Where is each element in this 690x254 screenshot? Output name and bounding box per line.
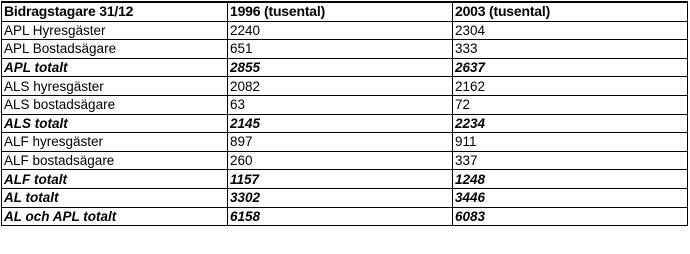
row-label-cell: ALS totalt — [2, 114, 228, 133]
value-2003-cell: 2304 — [453, 21, 688, 40]
value-2003-cell: 2637 — [453, 58, 688, 77]
value-1996-cell: 63 — [228, 95, 453, 114]
value-2003-cell: 2162 — [453, 77, 688, 96]
value-2003-cell: 337 — [453, 151, 688, 170]
column-header-recipients: Bidragstagare 31/12 — [2, 2, 228, 21]
value-1996-cell: 651 — [228, 40, 453, 59]
value-1996-cell: 1157 — [228, 170, 453, 189]
row-label-cell: ALF hyresgäster — [2, 133, 228, 152]
value-1996-cell: 2082 — [228, 77, 453, 96]
value-2003-cell: 333 — [453, 40, 688, 59]
table-row — [2, 133, 688, 152]
value-2003-cell: 72 — [453, 95, 688, 114]
row-label-cell: ALS hyresgäster — [2, 77, 228, 96]
value-1996-cell: 2855 — [228, 58, 453, 77]
benefit-recipients-table — [1, 1, 688, 226]
table-row-total — [2, 188, 688, 207]
column-header-2003: 2003 (tusental) — [453, 2, 688, 21]
value-2003-cell: 1248 — [453, 170, 688, 189]
row-label-cell: ALF bostadsägare — [2, 151, 228, 170]
table-row — [2, 95, 688, 114]
row-label-cell: AL och APL totalt — [2, 207, 228, 226]
row-label-cell: APL Hyresgäster — [2, 21, 228, 40]
value-1996-cell: 2240 — [228, 21, 453, 40]
table-row-total — [2, 58, 688, 77]
row-label-cell: ALS bostadsägare — [2, 95, 228, 114]
value-2003-cell: 911 — [453, 133, 688, 152]
table-row — [2, 21, 688, 40]
value-1996-cell: 3302 — [228, 188, 453, 207]
table-row — [2, 151, 688, 170]
table-body — [2, 21, 688, 226]
table-row-total — [2, 170, 688, 189]
row-label-cell: AL totalt — [2, 188, 228, 207]
value-2003-cell: 3446 — [453, 188, 688, 207]
row-label-cell: APL Bostadsägare — [2, 40, 228, 59]
value-1996-cell: 897 — [228, 133, 453, 152]
row-label-cell: ALF totalt — [2, 170, 228, 189]
table-row — [2, 77, 688, 96]
table-header-row — [2, 2, 688, 21]
value-1996-cell: 6158 — [228, 207, 453, 226]
table-row — [2, 40, 688, 59]
value-2003-cell: 2234 — [453, 114, 688, 133]
value-2003-cell: 6083 — [453, 207, 688, 226]
row-label-cell: APL totalt — [2, 58, 228, 77]
table-row-total — [2, 114, 688, 133]
benefit-recipients-table-container — [1, 1, 687, 226]
table-row-total — [2, 207, 688, 226]
column-header-1996: 1996 (tusental) — [228, 2, 453, 21]
value-1996-cell: 2145 — [228, 114, 453, 133]
value-1996-cell: 260 — [228, 151, 453, 170]
